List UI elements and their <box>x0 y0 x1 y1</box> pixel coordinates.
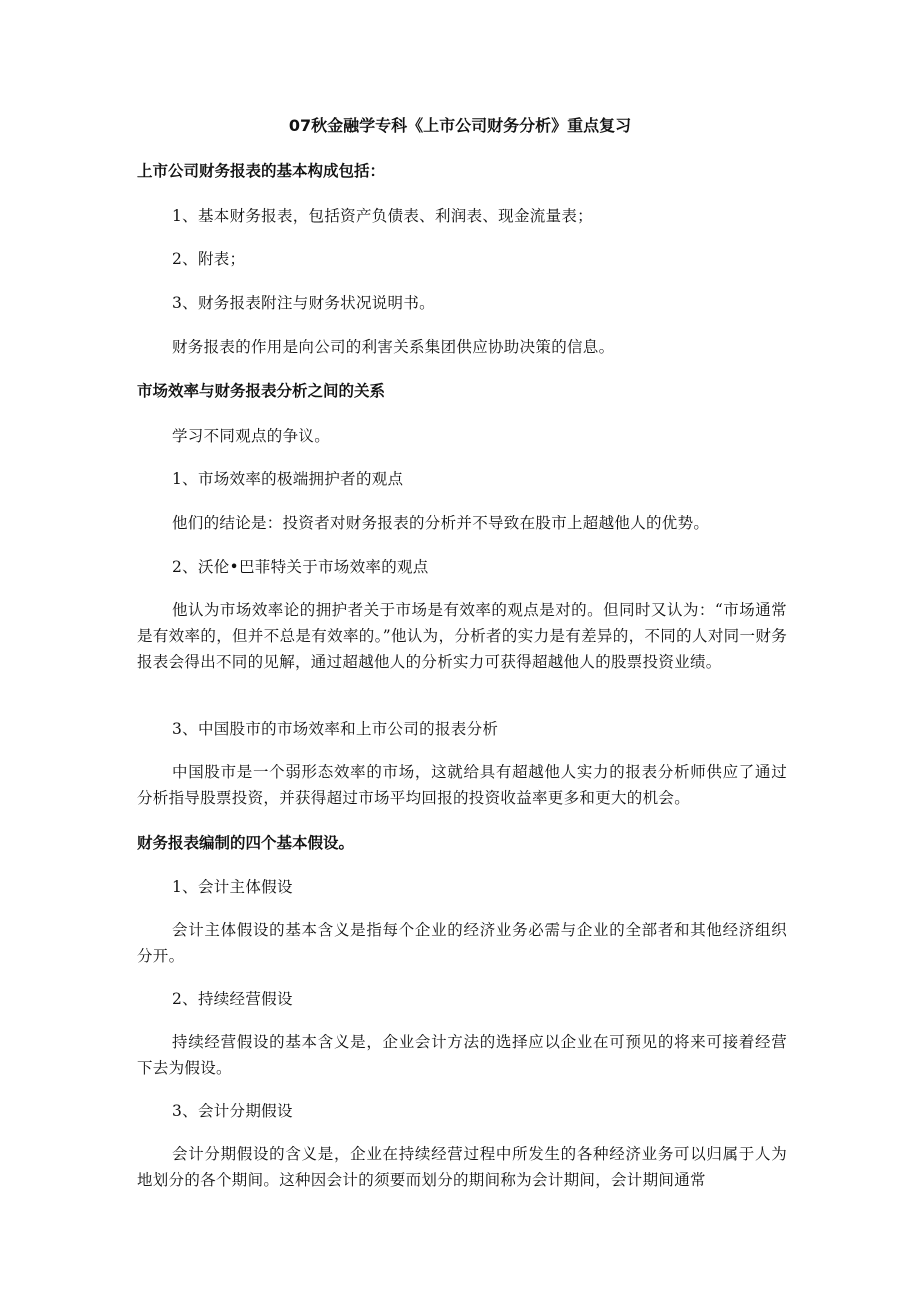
list-item: 1、基本财务报表，包括资产负债表、利润表、现金流量表； <box>172 207 593 225</box>
list-item: 3、中国股市的市场效率和上市公司的报表分析 <box>172 720 499 738</box>
paragraph: 他们的结论是：投资者对财务报表的分析并不导致在股市上超越他人的优势。 <box>172 514 710 532</box>
paragraph: 学习不同观点的争议。 <box>172 427 331 445</box>
list-item: 2、持续经营假设 <box>172 990 293 1008</box>
list-item: 2、附表； <box>172 250 246 268</box>
paragraph: 会计主体假设的基本含义是指每个企业的经济业务必需与企业的全部者和其他经济组织分开。 <box>137 921 787 965</box>
section-heading-market-efficiency: 市场效率与财务报表分析之间的关系 <box>137 382 386 400</box>
list-item: 1、会计主体假设 <box>172 878 293 896</box>
list-item: 1、市场效率的极端拥护者的观点 <box>172 470 404 488</box>
paragraph: 他认为市场效率论的拥护者关于市场是有效率的观点是对的。但同时又认为：“市场通常是有效率的，但并不总是有效率的。”他认为，分析者的实力是有差异的，不同的人对同一财务报表会得出不同的见解，通过超越他人的分析实力可获得超越他人的股票投资业绩。 <box>137 601 787 671</box>
section-heading-assumptions: 财务报表编制的四个基本假设。 <box>137 834 355 852</box>
paragraph: 财务报表的作用是向公司的利害关系集团供应协助决策的信息。 <box>172 338 615 356</box>
page-title: 07秋金融学专科《上市公司财务分析》重点复习 <box>288 116 632 135</box>
paragraph: 持续经营假设的基本含义是，企业会计方法的选择应以企业在可预见的将来可接着经营下去为假设。 <box>137 1033 787 1077</box>
section-heading-composition: 上市公司财务报表的基本构成包括： <box>137 162 386 180</box>
list-item: 2、沃伦•巴菲特关于市场效率的观点 <box>172 558 429 576</box>
list-item: 3、财务报表附注与财务状况说明书。 <box>172 294 435 312</box>
paragraph: 中国股市是一个弱形态效率的市场，这就给具有超越他人实力的报表分析师供应了通过分析指导股票投资，并获得超过市场平均回报的投资收益率更多和更大的机会。 <box>137 763 787 807</box>
list-item: 3、会计分期假设 <box>172 1102 293 1120</box>
paragraph: 会计分期假设的含义是，企业在持续经营过程中所发生的各种经济业务可以归属于人为地划分的各个期间。这种因会计的须要而划分的期间称为会计期间，会计期间通常 <box>137 1145 787 1189</box>
